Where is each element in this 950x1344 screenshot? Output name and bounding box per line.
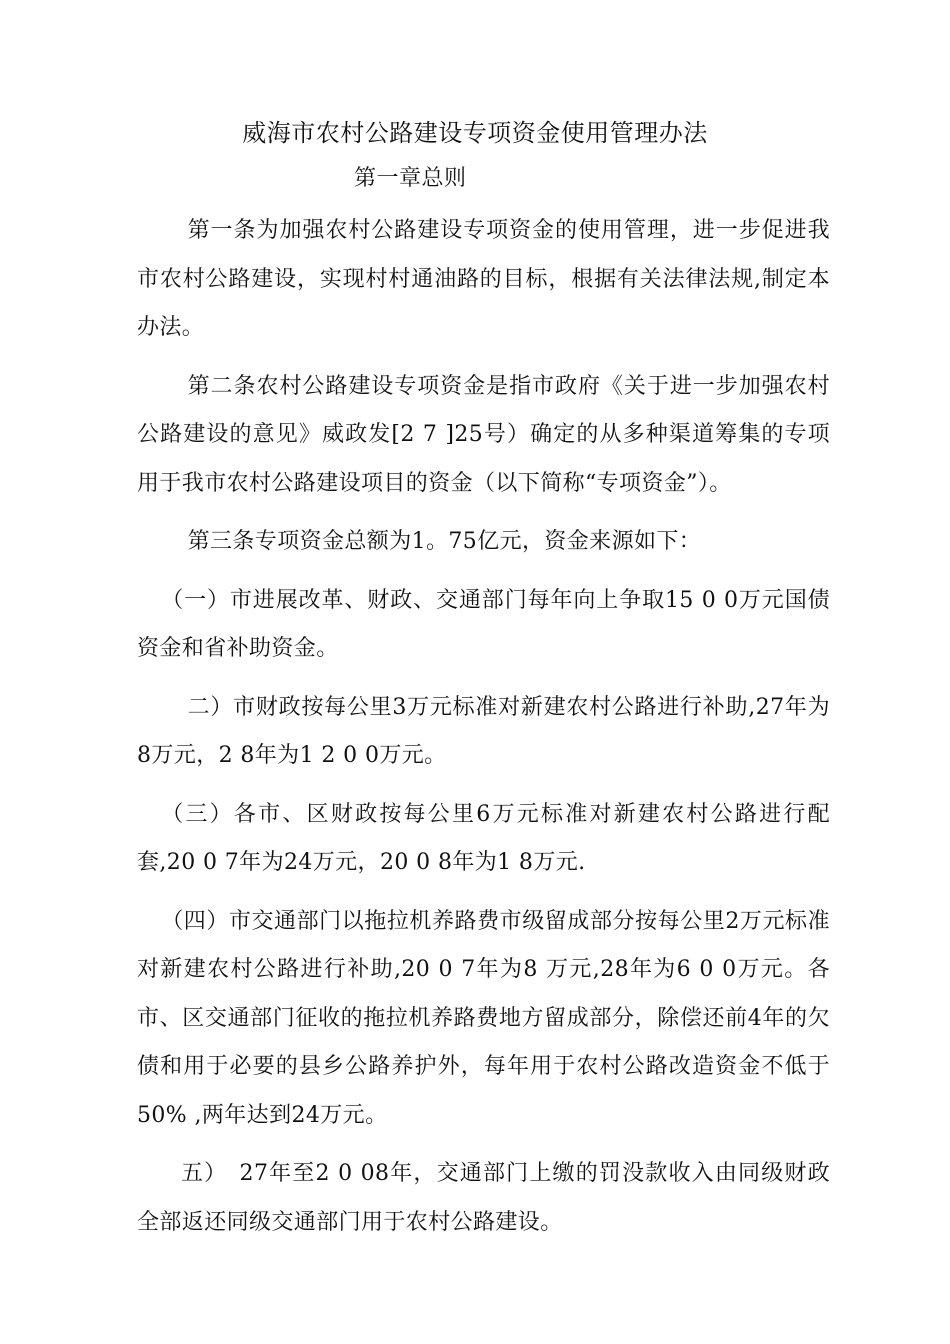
paragraph-source-3: （三）各市、区财政按每公里6万元标准对新建农村公路进行配套,20 0 7年为24万元，20 0 8年为1 8万元. bbox=[137, 801, 830, 875]
paragraph-source-2: 二）市财政按每公里3万元标准对新建农村公路进行补助,27年为8万元，2 8年为1 2 0 0万元。 bbox=[137, 694, 830, 768]
paragraph-source-5: 五） 27年至2 0 08年，交通部门上缴的罚没款收入由同级财政全部返还同级交通部门用于农村公路建设。 bbox=[137, 1161, 830, 1235]
document-body bbox=[137, 207, 830, 1257]
paragraph-article-1: 第一条为加强农村公路建设专项资金的使用管理，进一步促进我市农村公路建设，实现村村通油路的目标，根据有关法律法规,制定本办法。 bbox=[137, 218, 830, 340]
paragraph-source-1: （一）市进展改革、财政、交通部门每年向上争取15 0 0万元国债资金和省补助资金。 bbox=[137, 587, 830, 661]
paragraph-article-3: 第三条专项资金总额为1。75亿元，资金来源如下： bbox=[187, 529, 702, 554]
paragraph-source-4: （四）市交通部门以拖拉机养路费市级留成部分按每公里2万元标准对新建农村公路进行补助,20 0 7年为8 万元,28年为6 0 0万元。各市、区交通部门征收的拖拉机养路费地方留成部分，除偿还前4年的欠债和用于必要的县乡公路养护外，每年用于农村公路改造资金不低于50% ,两年达到24万元。 bbox=[137, 908, 830, 1128]
paragraph-article-2: 第二条农村公路建设专项资金是指市政府《关于进一步加强农村公路建设的意见》威政发[2 7 ]25号）确定的从多种渠道筹集的专项用于我市农村公路建设项目的资金（以下简称“专项资金”）。 bbox=[137, 373, 830, 496]
document-title: 威海市农村公路建设专项资金使用管理办法 bbox=[242, 119, 708, 147]
chapter-heading: 第一章总则 bbox=[354, 166, 467, 191]
